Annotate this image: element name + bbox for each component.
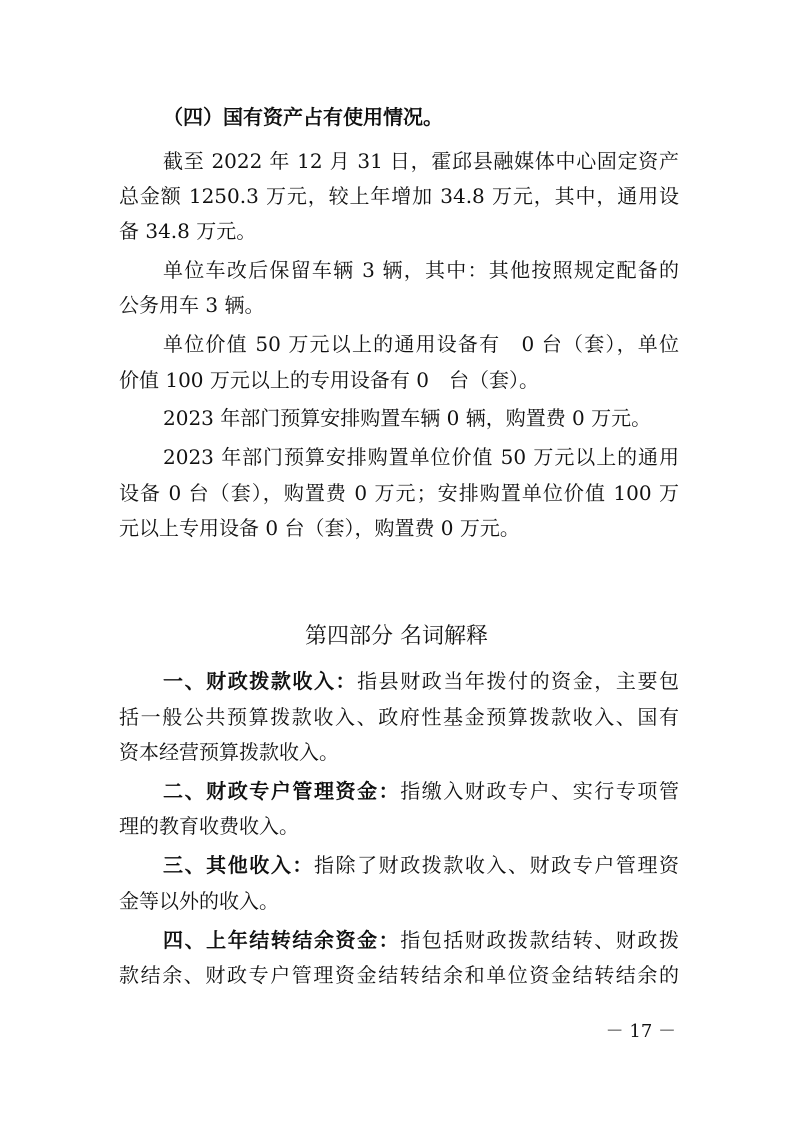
definition-line: 金等以外的收入。 <box>119 889 279 913</box>
definition-text: 指县财政当年拨付的资金，主要包 <box>357 669 680 693</box>
section-heading: （四）国有资产占有使用情况。 <box>163 105 443 129</box>
definition-line: 括一般公共预算拨款收入、政府性基金预算拨款收入、国有 <box>119 705 679 729</box>
paragraph-line: 截至 2022 年 12 月 31 日，霍邱县融媒体中心固定资产 <box>163 149 679 173</box>
paragraph-line: 备 34.8 万元。 <box>119 219 257 243</box>
definition-line <box>163 667 679 695</box>
definition-line: 理的教育收费收入。 <box>119 814 299 838</box>
paragraph-line: 设备 0 台（套），购置费 0 万元；安排购置单位价值 100 万 <box>119 481 679 505</box>
paragraph-line: 公务用车 3 辆。 <box>119 293 265 317</box>
definition-text: 指除了财政拨款收入、财政专户管理资 <box>313 853 680 877</box>
definition-line: 款结余、财政专户管理资金结转结余和单位资金结转结余的 <box>119 963 679 987</box>
definition-text: 指包括财政拨款结转、财政拨 <box>400 928 680 952</box>
definition-line: 资本经营预算拨款收入。 <box>119 740 339 764</box>
definition-term: 四、上年结转结余资金： <box>163 928 401 952</box>
definition-line <box>163 926 679 954</box>
paragraph-line: 价值 100 万元以上的专用设备有 0 台（套）。 <box>119 368 539 392</box>
definition-term: 二、财政专户管理资金： <box>163 779 401 803</box>
paragraph-line: 2023 年部门预算安排购置单位价值 50 万元以上的通用 <box>163 445 679 469</box>
definition-term: 一、财政拨款收入： <box>163 669 358 693</box>
definition-text: 指缴入财政专户、实行专项管 <box>400 779 680 803</box>
paragraph-line: 总金额 1250.3 万元，较上年增加 34.8 万元，其中，通用设 <box>119 184 679 208</box>
definition-term: 三、其他收入： <box>163 853 314 877</box>
paragraph-line: 元以上专用设备 0 台（套），购置费 0 万元。 <box>119 516 520 540</box>
definition-line <box>163 851 679 879</box>
paragraph-line: 2023 年部门预算安排购置车辆 0 辆，购置费 0 万元。 <box>163 406 652 430</box>
part-title: 第四部分 名词解释 <box>305 624 488 649</box>
page-number: － 17 － <box>605 1021 676 1042</box>
definition-line <box>163 777 679 805</box>
paragraph-line: 单位价值 50 万元以上的通用设备有 0 台（套），单位 <box>163 332 679 356</box>
paragraph-line: 单位车改后保留车辆 3 辆，其中：其他按照规定配备的 <box>163 258 679 282</box>
